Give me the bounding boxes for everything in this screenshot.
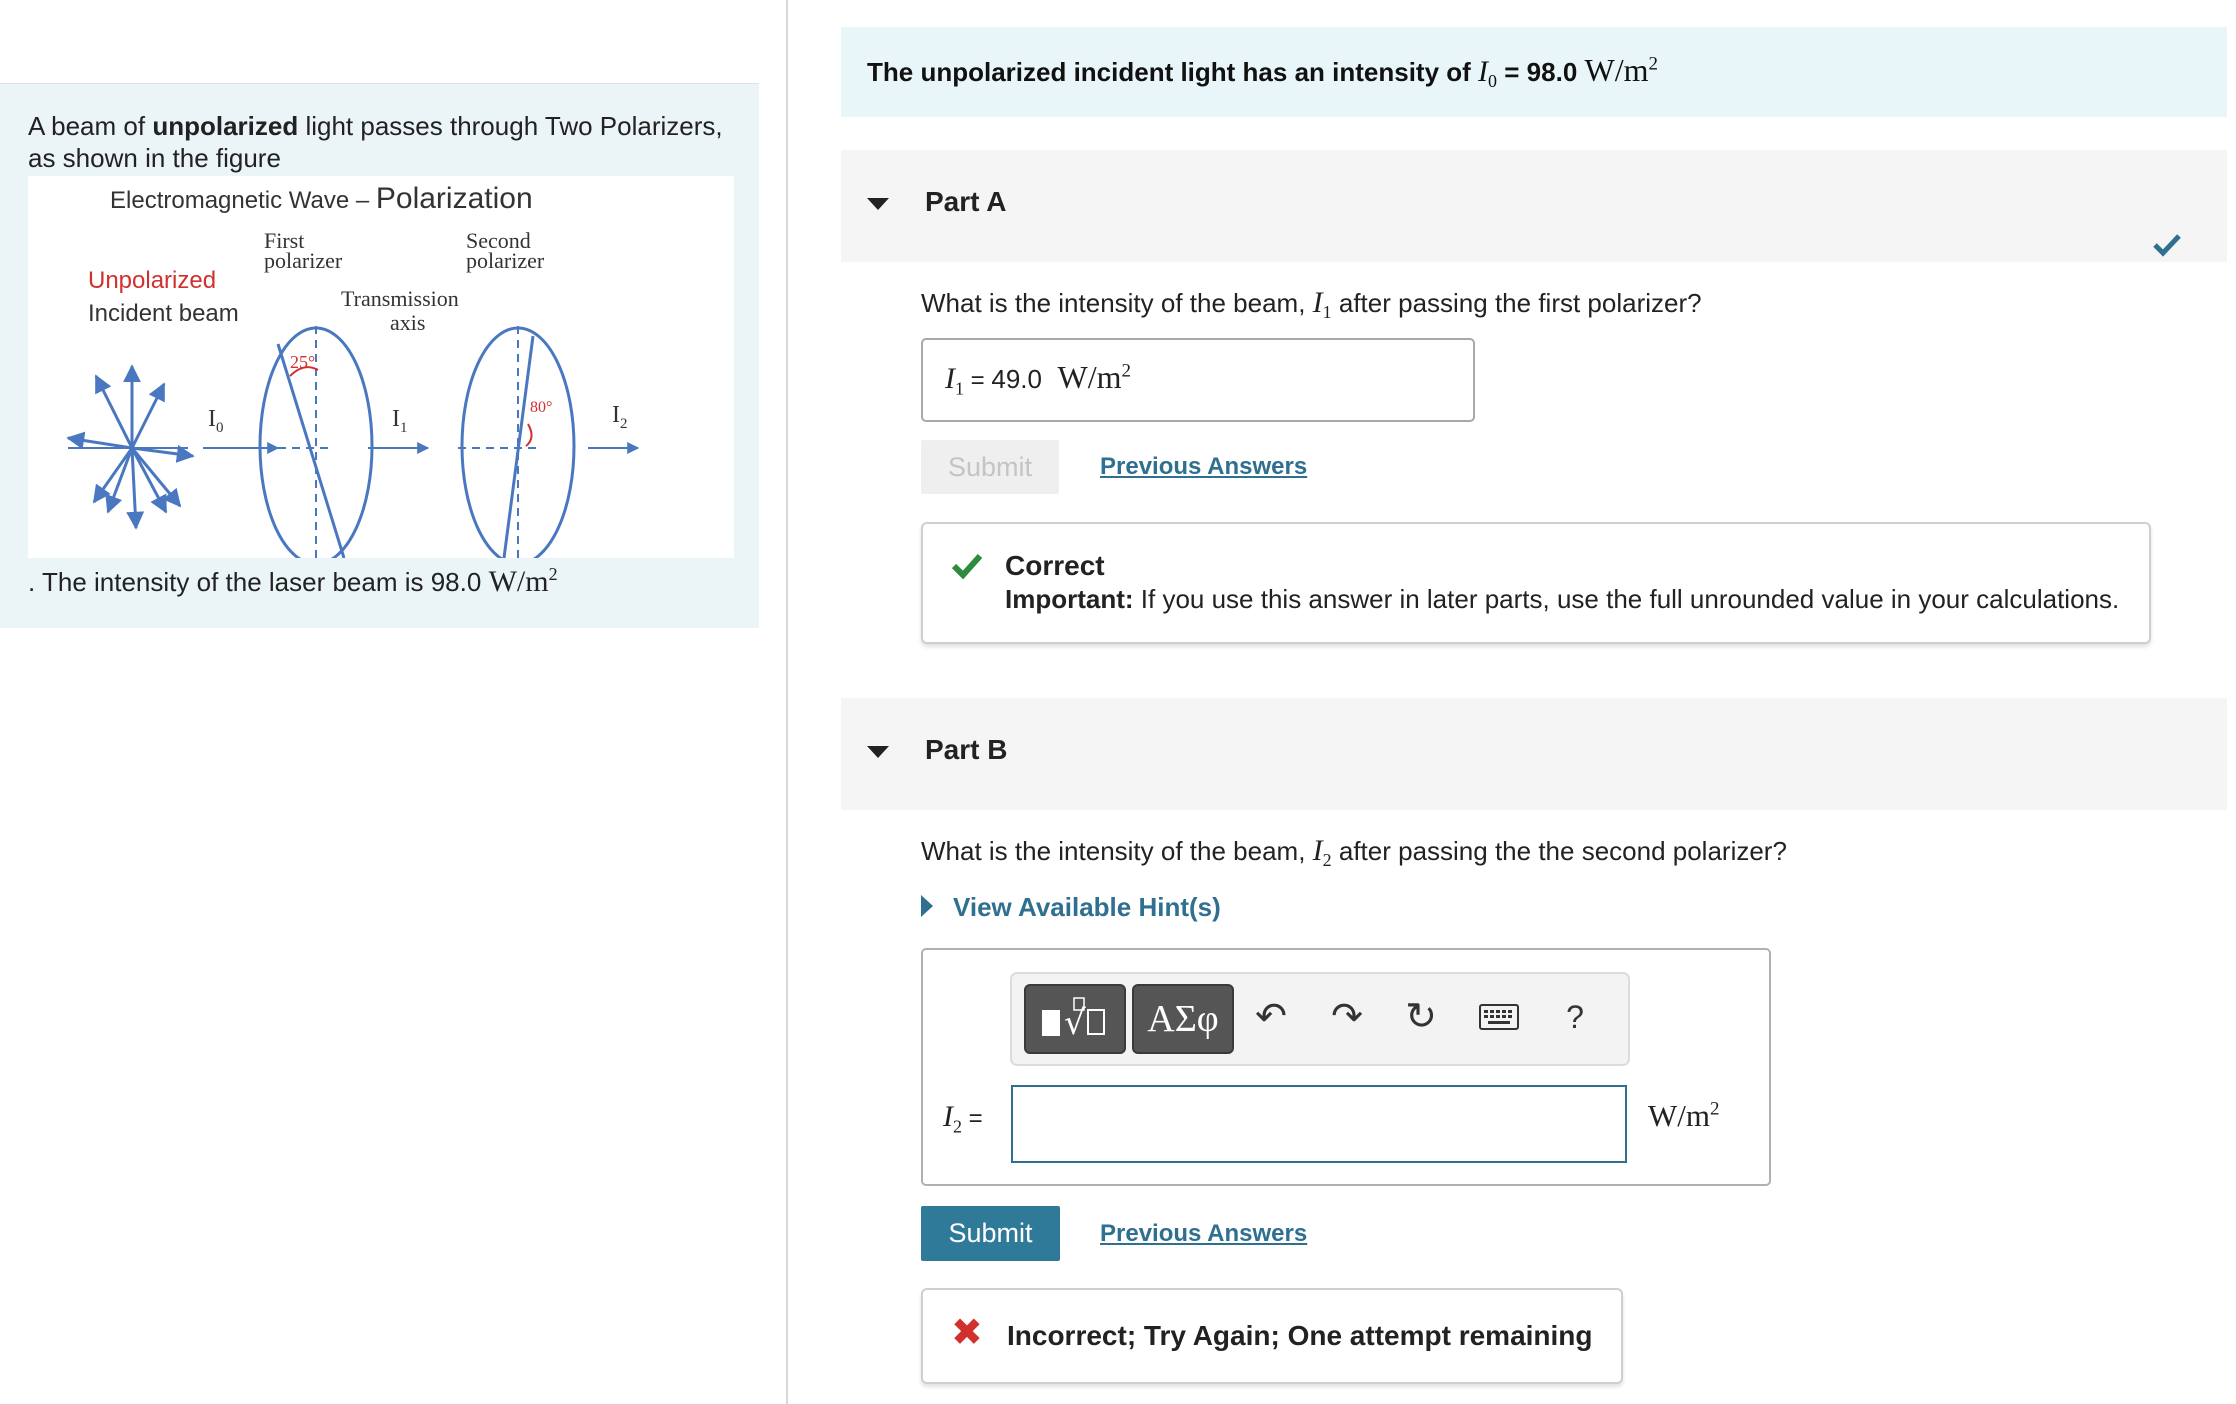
first-transmission-axis <box>278 344 344 558</box>
part-a-question: What is the intensity of the beam, $I_1$ after passing the first polarizer? <box>921 286 1702 323</box>
templates-icon <box>1030 994 1120 1044</box>
correct-check-icon <box>951 552 983 580</box>
figure-caption: . The intensity of the laser beam is 98.0 $W/m^2$ <box>28 564 558 598</box>
i0-figure-label: $I_0$ <box>208 406 224 436</box>
collapse-toggle-icon[interactable] <box>867 746 889 758</box>
part-b-answer-input[interactable] <box>1011 1085 1627 1163</box>
redo-icon[interactable]: ↷ <box>1331 996 1363 1038</box>
first-polarizer-label-2: polarizer <box>264 248 343 273</box>
hint-expand-icon[interactable] <box>921 895 933 917</box>
first-polarizer-label-1: First <box>264 228 305 253</box>
i2-figure-label: $I_2$ <box>612 402 628 432</box>
figure-title-large: Polarization <box>375 182 533 215</box>
problem-intro: A beam of unpolarized light passes through Two Polarizers, as shown in the figure <box>28 111 723 173</box>
part-b-header[interactable] <box>841 698 2227 810</box>
second-angle-arc <box>526 424 532 446</box>
i1-figure-label: $I_1$ <box>392 406 408 436</box>
collapse-toggle-icon[interactable] <box>867 198 889 210</box>
intensity-banner <box>841 27 2227 117</box>
part-b-units: $W/m^2$ <box>1648 1098 1720 1133</box>
math-toolbar <box>1010 972 1630 1066</box>
part-a-previous-answers-link[interactable]: Previous Answers <box>1100 453 1308 480</box>
second-polarizer-label-2: polarizer <box>466 248 545 273</box>
unpolarized-label: Unpolarized <box>88 267 217 294</box>
part-a-header[interactable] <box>841 150 2227 262</box>
incident-beam-label: Incident beam <box>88 300 239 327</box>
banner-text: The unpolarized incident light has an intensity of $I_0 = 98.0$ $W/m^2$ <box>867 52 1658 92</box>
part-a-submit-button: Submit <box>921 440 1059 494</box>
keyboard-icon[interactable] <box>1476 994 1522 1040</box>
column-divider <box>786 0 788 1404</box>
transmission-axis-label-1: Transmission <box>341 286 459 311</box>
figure-title-small: Electromagnetic Wave – <box>110 187 376 214</box>
polarization-figure <box>28 176 734 558</box>
part-a-title: Part A <box>925 186 1007 217</box>
undo-icon[interactable]: ↶ <box>1255 996 1287 1038</box>
view-hints-link[interactable]: View Available Hint(s) <box>953 892 1221 922</box>
part-b-title: Part B <box>925 734 1008 765</box>
svg-text:Electromagnetic Wave – Polariz <box>110 182 533 215</box>
transmission-axis-label-2: axis <box>390 310 426 335</box>
incorrect-message: Incorrect; Try Again; One attempt remaining <box>1007 1320 1593 1351</box>
part-a-answer-box <box>921 338 1475 422</box>
help-button[interactable]: ? <box>1566 999 1584 1035</box>
first-angle-label: 25° <box>290 352 316 372</box>
feedback-title: Correct <box>1005 550 1105 581</box>
templates-button[interactable] <box>1024 984 1126 1054</box>
feedback-message: Important: If you use this answer in later parts, use the full unrounded value in your calculations. <box>1005 584 2120 614</box>
part-a-answer: $I_1 = 49.0$ $W/m^2$ <box>945 359 1132 399</box>
part-b-feedback <box>921 1288 1623 1384</box>
part-b-previous-answers-link[interactable]: Previous Answers <box>1100 1220 1308 1247</box>
second-polarizer-label-1: Second <box>466 228 531 253</box>
greek-symbols-button[interactable]: ΑΣφ <box>1132 984 1234 1054</box>
part-a-complete-check-icon <box>2152 232 2182 258</box>
polarization-diagram <box>28 176 734 558</box>
part-a-feedback <box>921 522 2151 644</box>
part-b-submit-button[interactable]: Submit <box>921 1206 1060 1261</box>
second-angle-label: 80° <box>530 399 553 416</box>
svg-text:√: √ <box>1064 1003 1086 1043</box>
part-b-answer-label: $I_2$ = <box>943 1100 983 1137</box>
reset-icon[interactable]: ↻ <box>1405 996 1437 1038</box>
part-b-question: What is the intensity of the beam, $I_2$ after passing the the second polarizer? <box>921 834 1787 871</box>
incorrect-x-icon: ✖ <box>951 1312 983 1354</box>
